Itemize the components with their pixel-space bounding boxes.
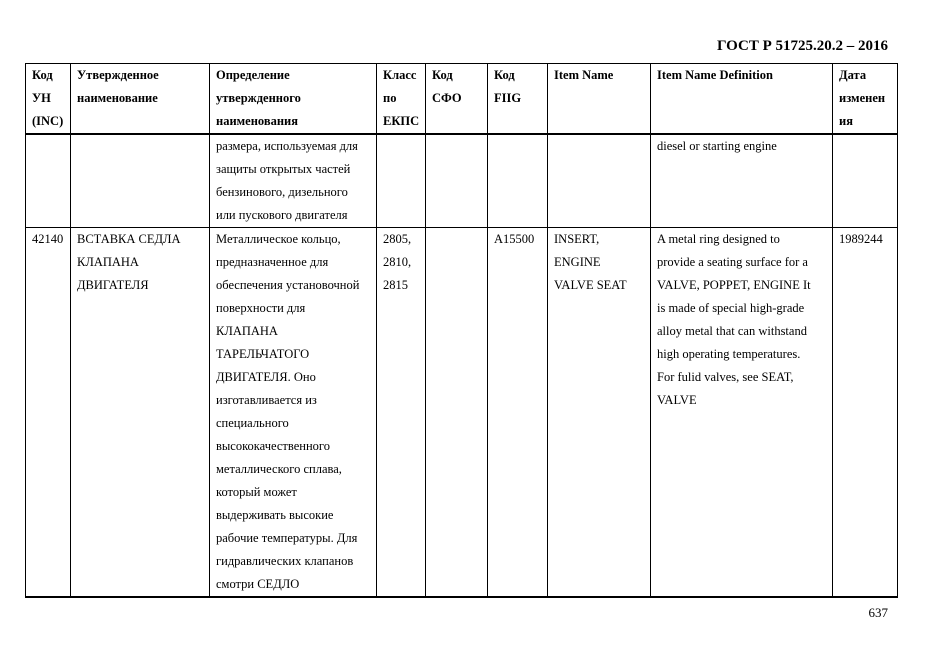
- page-number: 637: [868, 605, 888, 620]
- document-title: ГОСТ Р 51725.20.2 – 2016: [716, 38, 888, 54]
- classification-table: [25, 63, 898, 598]
- cell-item-definition: diesel or starting engine: [651, 134, 833, 228]
- cell-change-date: 1989244: [833, 228, 898, 598]
- cell-change-date: [833, 134, 898, 228]
- cell-class: 2805, 2810, 2815: [377, 228, 426, 598]
- table-row: [26, 228, 898, 598]
- col-header-inc: Код УН (INC): [26, 64, 71, 135]
- cell-sfo: [426, 134, 488, 228]
- cell-inc: [26, 134, 71, 228]
- col-header-change-date: Дата изменен ия: [833, 64, 898, 135]
- cell-approved-name: [71, 134, 210, 228]
- cell-approved-name: ВСТАВКА СЕДЛА КЛАПАНА ДВИГАТЕЛЯ: [71, 228, 210, 598]
- col-header-sfo: Код СФО: [426, 64, 488, 135]
- cell-fiig: [488, 134, 548, 228]
- col-header-fiig: Код FIIG: [488, 64, 548, 135]
- col-header-item-name: Item Name: [548, 64, 651, 135]
- cell-inc: 42140: [26, 228, 71, 598]
- cell-class: [377, 134, 426, 228]
- cell-item-definition: A metal ring designed to provide a seating surface for a VALVE, POPPET, ENGINE It is made of special high-grade alloy metal that can withstand high operating temperatures. For fulid valves, see SEAT, VALVE: [651, 228, 833, 598]
- cell-item-name: [548, 134, 651, 228]
- col-header-class: Класс по ЕКПС: [377, 64, 426, 135]
- col-header-definition: Определение утвержденного наименования: [210, 64, 377, 135]
- table-row: [26, 134, 898, 228]
- table-header-row: [26, 64, 898, 135]
- cell-fiig: A15500: [488, 228, 548, 598]
- cell-definition: размера, используемая для защиты открытых частей бензинового, дизельного или пускового двигателя: [210, 134, 377, 228]
- cell-definition: Металлическое кольцо, предназначенное для обеспечения установочной поверхности для КЛАПАНА ТАРЕЛЬЧАТОГО ДВИГАТЕЛЯ. Оно изготавливается из специального высококачественного металлического сплава, который может выдерживать высокие рабочие температуры. Для гидравлических клапанов смотри СЕДЛО: [210, 228, 377, 598]
- col-header-item-name-definition: Item Name Definition: [651, 64, 833, 135]
- cell-item-name: INSERT, ENGINE VALVE SEAT: [548, 228, 651, 598]
- col-header-approved-name: Утвержденное наименование: [71, 64, 210, 135]
- cell-sfo: [426, 228, 488, 598]
